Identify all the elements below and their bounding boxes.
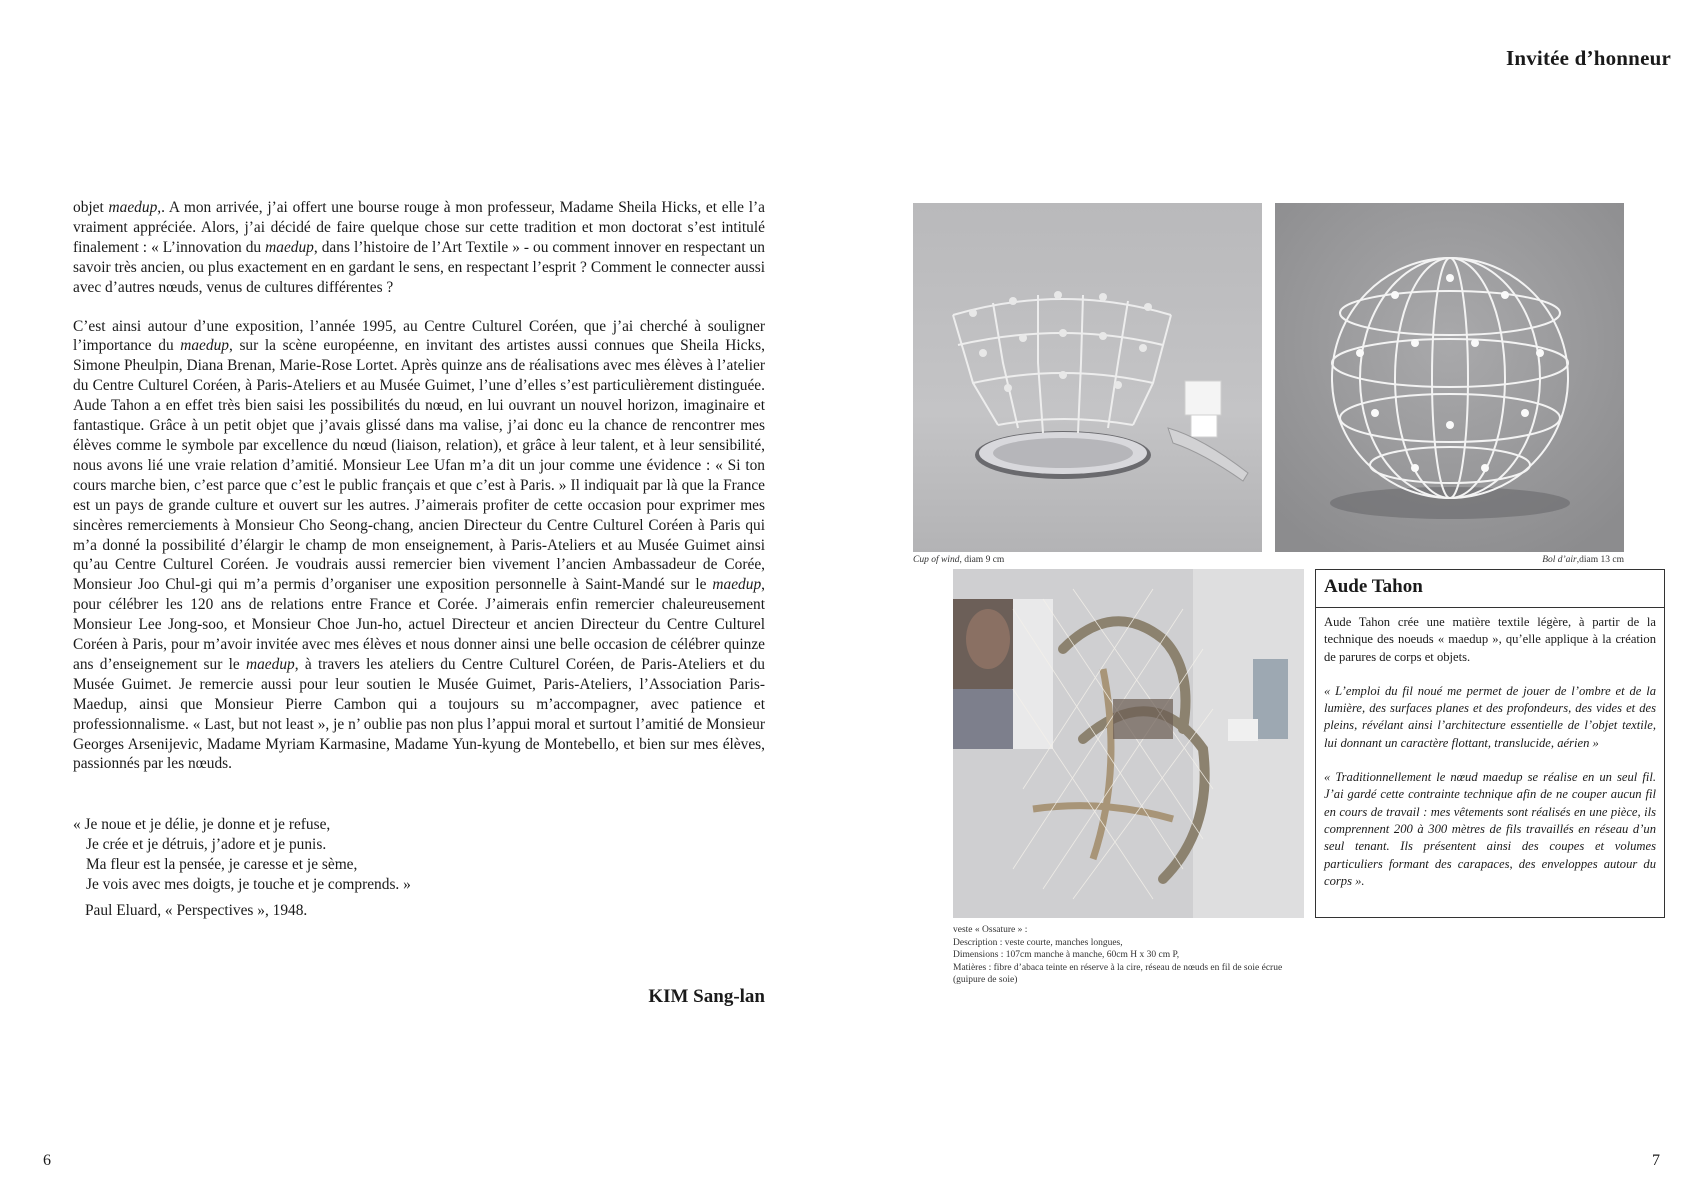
page-number-left: 6 <box>43 1152 51 1169</box>
author-signature: KIM Sang-lan <box>648 986 765 1007</box>
poem-line: Je crée et je détruis, j’adore et je punis. <box>86 836 327 853</box>
bio-quote: « L’emploi du fil noué me permet de jouer de l’ombre et de la lumière, des surfaces planes et des profondeurs, des vides et des pleins, révélant ainsi l’architecture essentielle de l’objet textile, lui donnant un caractère flottant, translucide, aérien » <box>1324 683 1656 750</box>
paragraph-1: objet maedup,. A mon arrivée, j’ai offert une bourse rouge à mon professeur, Madame Sheila Hicks, et elle l’a vraiment appréciée. Alors, j’ai décidé de faire quelque chose sur cette tradition et mon doctorat s’est intitulé finalement : « L’innovation du maedup, dans l’histoire de l’Art Textile » - ou comment innover en respectant un savoir très ancien, ou plus exactement en en gardant le sens, en respectant l’esprit ? Comment le connecter aussi avec d’autres nœuds, venus de cultures différentes ? <box>73 199 765 296</box>
caption-veste-ossature <box>953 924 1313 987</box>
poem-line: Ma fleur est la pensée, je caresse et je sème, <box>86 856 358 873</box>
bio-text <box>1324 614 1656 907</box>
bio-divider <box>1316 607 1664 608</box>
caption-line: veste « Ossature » : <box>953 925 1028 935</box>
bio-quote: « Traditionnellement le nœud maedup se réalise en un seul fil. J’ai gardé cette contrainte technique afin de ne couper aucun fil en cours de travail : mes vêtements sont réalisés en une pièce, ils comprennent 200 à 300 mètres de fils travaillés en réseau d’un seul tenant. Ils présentent ainsi des coupes et volumes particuliers formant des carapaces, des enveloppes autour du corps ». <box>1324 770 1656 888</box>
caption-line: Dimensions : 107cm manche à manche, 60cm H x 30 cm P, <box>953 950 1180 960</box>
bio-title: Aude Tahon <box>1324 576 1423 597</box>
caption-cup-of-wind: Cup of wind, diam 9 cm <box>913 555 1005 565</box>
caption-bol-d-air: Bol d’air,diam 13 cm <box>1542 555 1624 565</box>
poem-line: « Je noue et je délie, je donne et je refuse, <box>73 816 331 833</box>
article-body <box>73 198 765 793</box>
poem-line: Je vois avec mes doigts, je touche et je comprends. » <box>86 876 411 893</box>
bio-paragraph: Aude Tahon crée une matière textile légère, à partir de la technique des noeuds « maedup », qu’elle applique à la création de parures de corps et objets. <box>1324 615 1656 664</box>
poem-quote <box>73 815 673 895</box>
page-number-right: 7 <box>1652 1152 1660 1169</box>
photo-cup-of-wind <box>913 203 1262 552</box>
artist-bio-box <box>1315 569 1665 918</box>
paragraph-2: C’est ainsi autour d’une exposition, l’année 1995, au Centre Culturel Coréen, que j’ai cherché à souligner l’importance du maedup, sur la scène européenne, en invitant des artistes aussi connues que Sheila Hicks, Simone Pheulpin, Diana Brenan, Marie-Rose Lortet. Après quinze ans de réalisations avec mes élèves à l’atelier du Centre Culturel Coréen, à Paris-Ateliers et au Musée Guimet, l’une d’elles s’est particulièrement distinguée. Aude Tahon a en effet très bien saisi les possibilités du nœud, en lui ouvrant un nouvel horizon, imaginaire et fantastique. Grâce à un petit objet que j’avais glissé dans ma valise, j’ai donc eu la chance de rencontrer mes élèves comme le symbole par excellence du nœud (liaison, relation), et grâce à leur talent, et à leur sensibilité, nous avons lié une vraie relation d’amitié. Monsieur Lee Ufan m’a dit un jour comme une évidence : « Si ton cours marche bien, c’est parce que c’est le public français et que c’est à Paris. » Il indiquait par là que la France est un pays de grande culture et ouvert sur les autres. J’aimerais profiter de cette occasion pour exprimer mes sincères remerciements à Monsieur Cho Seong-chang, ancien Directeur du Centre Culturel Coréen à Paris qui m’a donné la possibilité d’élargir le champ de mon enseignement, à Paris-Ateliers et au Musée Guimet ainsi qu’au Centre Culturel Coréen. Je voudrais aussi remercier bien vivement l’ancien Ambassadeur de Corée, Monsieur Joo Chul-gi qui m’a permis d’organiser une exposition personnelle à Saint-Mandé sur le maedup, pour célébrer les 120 ans de relations entre France et Corée. J’aimerais enfin remercier chaleureusement Monsieur Lee Jong-soo, et Monsieur Choe Jun-ho, actuel Directeur et ancien Directeur du Centre Culturel Coréen à Paris, pour m’avoir invitée avec mes élèves et nous donner ainsi une belle occasion de célébrer quinze ans d’enseignement sur le maedup, à travers les ateliers du Centre Culturel Coréen, de Paris-Ateliers et du Musée Guimet. Je remercie aussi pour leur soutien le Musée Guimet, Paris-Ateliers, l’Association Paris-Maedup, ainsi que Monsieur Pierre Cambon qui a toujours su m’accompagner, avec patience et professionnalisme. « Last, but not least », je n’ oublie pas non plus l’appui moral et surtout l’amitié de Monsieur Georges Arsenijevic, Madame Myriam Karmasine, Madame Yun-kyung de Montebello, et bien sur mes élèves, passionnés par les nœuds. <box>73 317 765 773</box>
photo-veste-ossature <box>953 569 1304 918</box>
photo-bol-d-air <box>1275 203 1624 552</box>
caption-line: (guipure de soie) <box>953 975 1018 985</box>
section-header: Invitée d’honneur <box>1505 46 1671 70</box>
caption-line: Matières : fibre d’abaca teinte en réserve à la cire, réseau de nœuds en fil de soie écrue <box>953 962 1283 973</box>
poem-attribution: Paul Eluard, « Perspectives », 1948. <box>85 902 308 919</box>
caption-line: Description : veste courte, manches longues, <box>953 937 1123 948</box>
